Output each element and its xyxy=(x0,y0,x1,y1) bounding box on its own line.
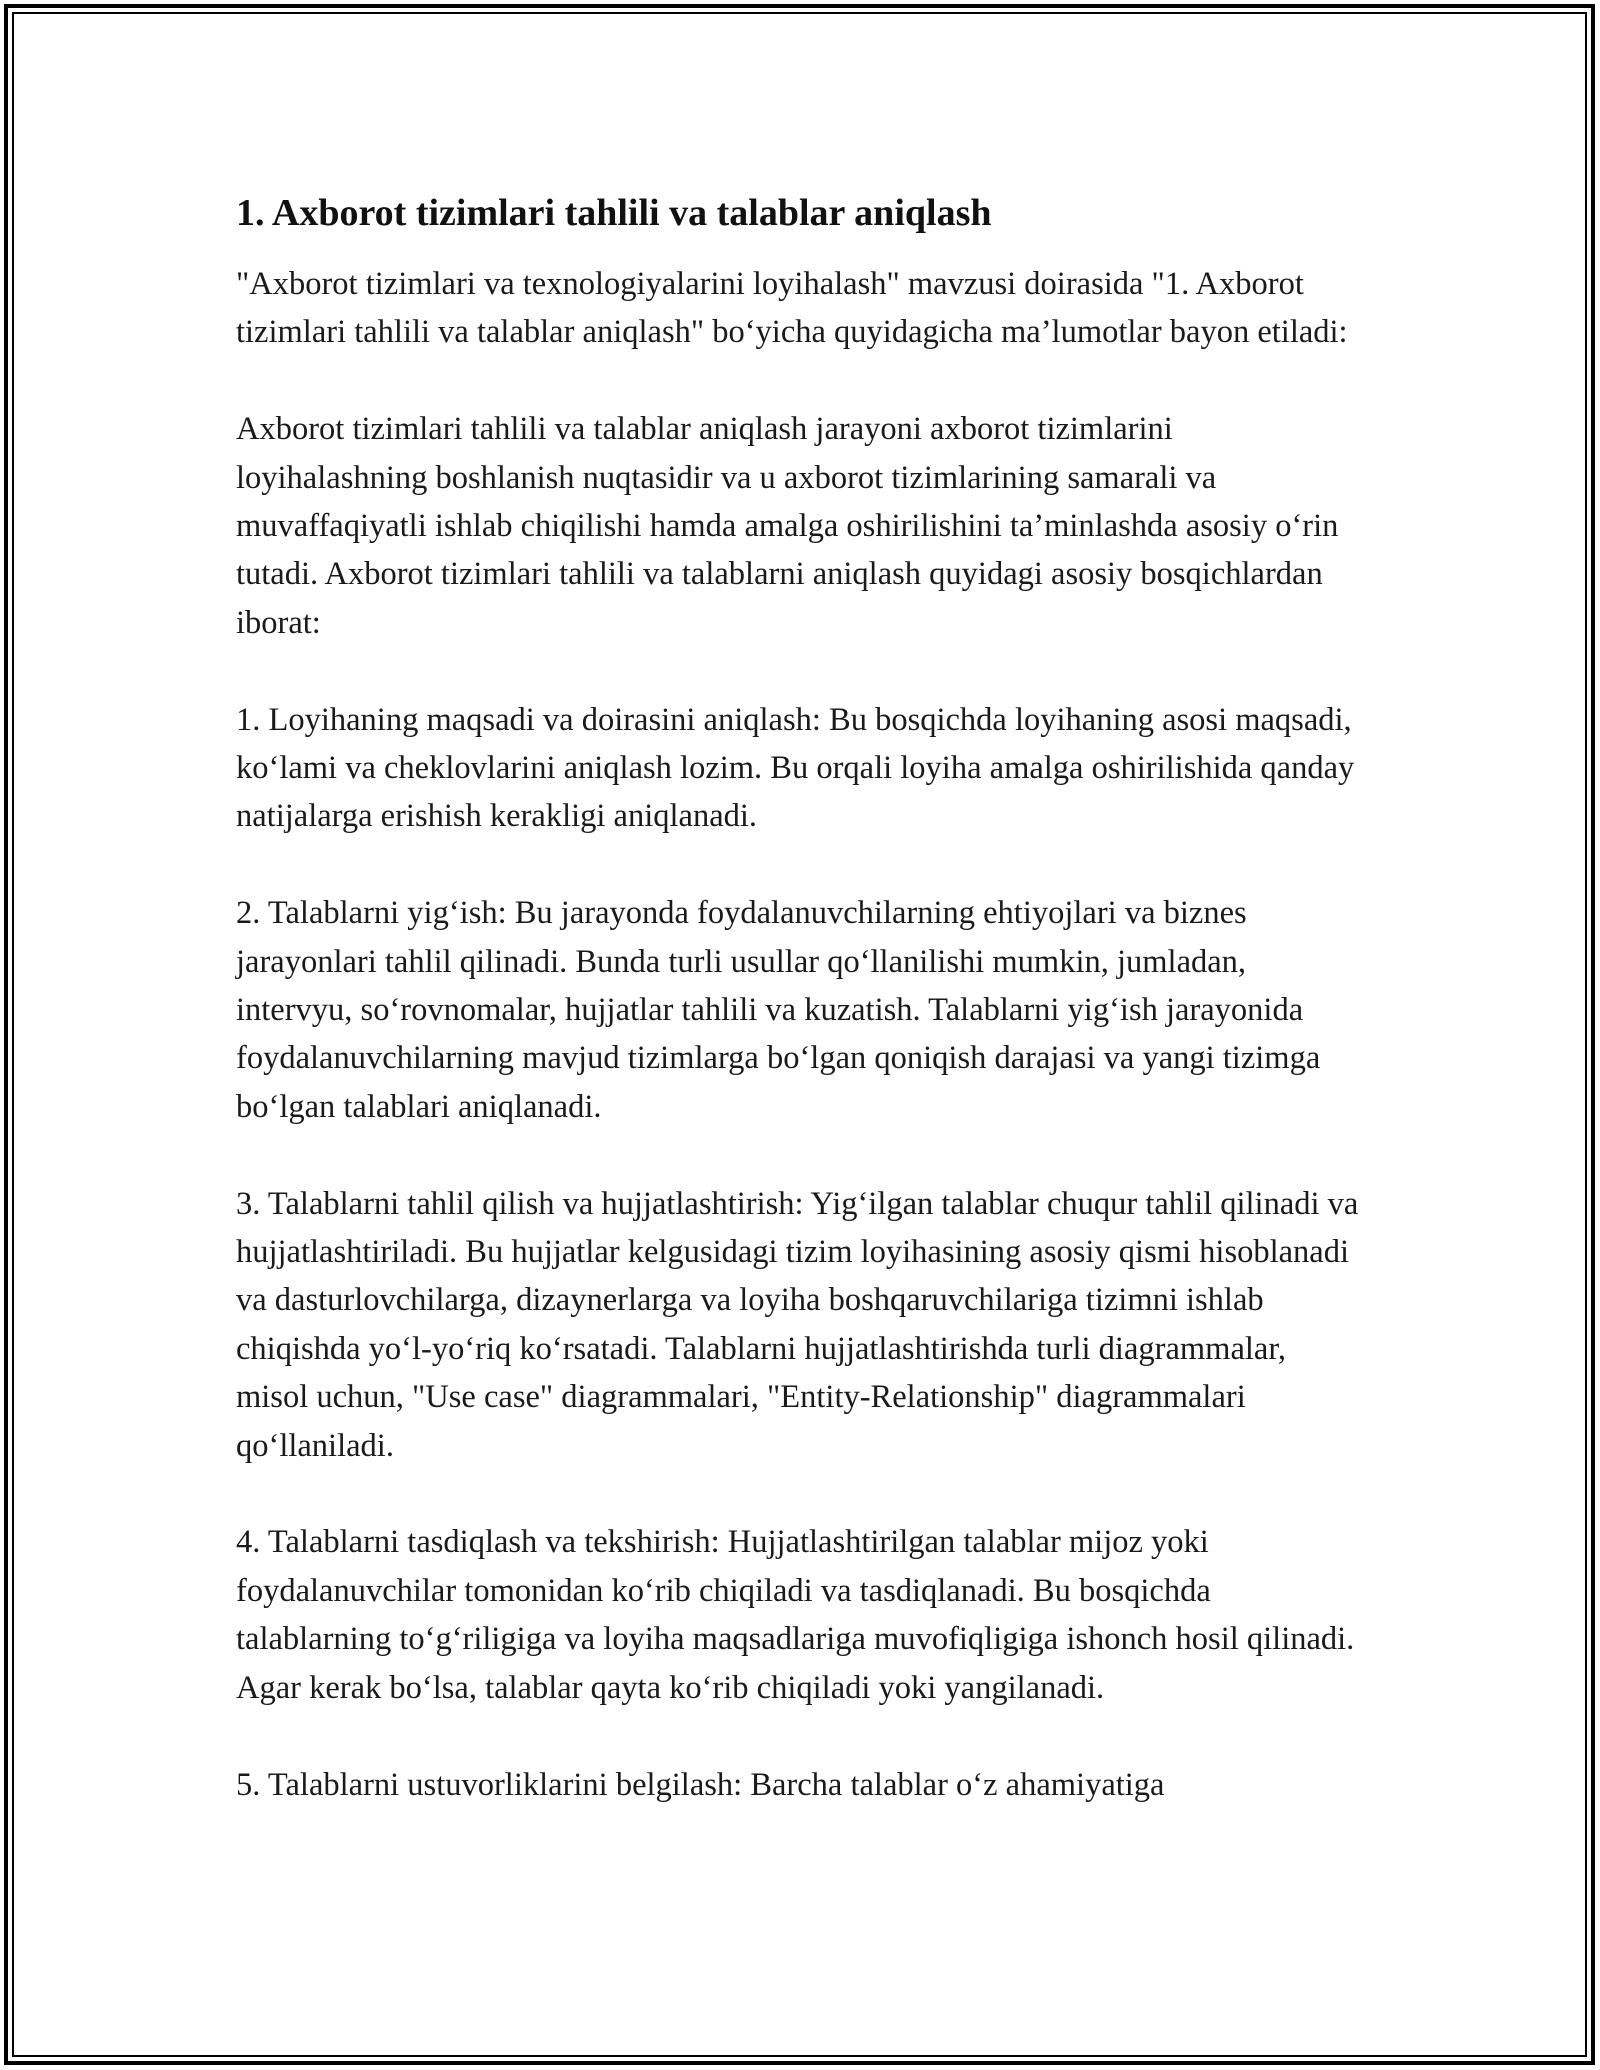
paragraph-step-4: 4. Talablarni tasdiqlash va tekshirish: Hujjatlashtirilgan talablar mijoz yoki foydalanuvchilar tomonidan ko‘rib chiqiladi va tasdiqlanadi. Bu bosqichda talablarning to‘g‘riligiga va loyiha maqsadlariga muvofiqligiga ishonch hosil qilinadi. Agar kerak bo‘lsa, talablar qayta ko‘rib chiqiladi yoki yangilanadi. xyxy=(236,1524,1355,1706)
paragraph-intro: "Axborot tizimlari va texnologiyalarini loyihalash" mavzusi doirasida "1. Axborot tizimlari tahlili va talablar aniqlash" bo‘yicha quyidagicha ma’lumotlar bayon etiladi: xyxy=(236,266,1348,351)
paragraph-step-2: 2. Talablarni yig‘ish: Bu jarayonda foydalanuvchilarning ehtiyojlari va biznes jarayonlari tahlil qilinadi. Bunda turli usullar qo‘llanilishi mumkin, jumladan, intervyu, so‘rovnomalar, hujjatlar tahlili va kuzatish. Talablarni yig‘ish jarayonida foydalanuvchilarning mavjud tizimlarga bo‘lgan qoniqish darajasi va yangi tizimga bo‘lgan talablari aniqlanadi. xyxy=(236,895,1321,1125)
document-body xyxy=(236,186,1366,1857)
document-title: 1. Axborot tizimlari tahlili va talablar aniqlash xyxy=(236,192,992,234)
paragraph-step-1: 1. Loyihaning maqsadi va doirasini aniqlash: Bu bosqichda loyihaning asosi maqsadi, ko‘lami va cheklovlarini aniqlash lozim. Bu orqali loyiha amalga oshirilishida qanday natijalarga erishish kerakligi aniqlanadi. xyxy=(236,701,1355,835)
paragraph-step-3: 3. Talablarni tahlil qilish va hujjatlashtirish: Yig‘ilgan talablar chuqur tahlil qilinadi va hujjatlashtiriladi. Bu hujjatlar kelgusidagi tizim loyihasining asosiy qismi hisoblanadi va dasturlovchilarga, dizaynerlarga va loyiha boshqaruvchilariga tizimni ishlab chiqishda yo‘l-yo‘riq ko‘rsatadi. Talablarni hujjatlashtirishda turli diagrammalar, misol uchun, "Use case" diagrammalari, "Entity-Relationship" diagrammalari qo‘llaniladi. xyxy=(236,1185,1359,1464)
paragraph-overview: Axborot tizimlari tahlili va talablar aniqlash jarayoni axborot tizimlarini loyihalashning boshlanish nuqtasidir va u axborot tizimlarining samarali va muvaffaqiyatli ishlab chiqilishi hamda amalga oshirilishini ta’minlashda asosiy o‘rin tutadi. Axborot tizimlari tahlili va talablarni aniqlash quyidagi asosiy bosqichlardan iborat: xyxy=(236,411,1339,641)
paragraph-step-5: 5. Talablarni ustuvorliklarini belgilash: Barcha talablar o‘z ahamiyatiga xyxy=(236,1766,1165,1803)
